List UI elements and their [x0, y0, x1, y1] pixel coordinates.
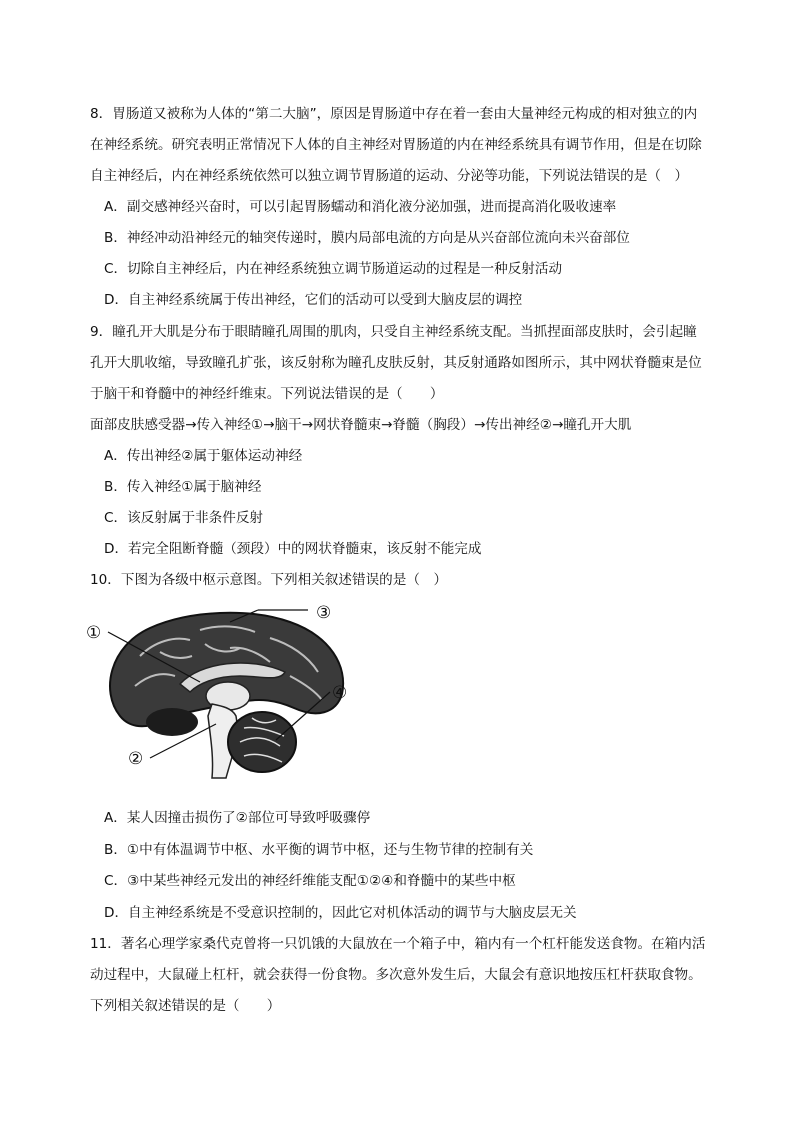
q9-stem-line-2: 孔开大肌收缩，导致瞳孔扩张，该反射称为瞳孔皮肤反射，其反射通路如图所示，其中网状脊髓束是位 [90, 355, 702, 371]
q9-stem-line-1: 9．瞳孔开大肌是分布于眼睛瞳孔周围的肌肉，只受自主神经系统支配。当抓捏面部皮肤时，会引起瞳 [90, 324, 697, 340]
q9-option-c: C．该反射属于非条件反射 [104, 510, 264, 526]
q8-option-c: C．切除自主神经后，内在神经系统独立调节肠道运动的过程是一种反射活动 [104, 261, 563, 277]
q11-stem-line-2: 动过程中，大鼠碰上杠杆，就会获得一份食物。多次意外发生后，大鼠会有意识地按压杠杆获取食物。 [90, 967, 702, 983]
brain-sagittal-diagram [80, 596, 370, 796]
q10-option-b: B．①中有体温调节中枢、水平衡的调节中枢，还与生物节律的控制有关 [104, 842, 534, 858]
q9-stem-line-3: 于脑干和脊髓中的神经纤维束。下列说法错误的是（ ） [90, 386, 444, 402]
q10-stem: 10．下图为各级中枢示意图。下列相关叙述错误的是（ ） [90, 572, 448, 588]
q8-option-a: A．副交感神经兴奋时，可以引起胃肠蠕动和消化液分泌加强，进而提高消化吸收速率 [104, 199, 617, 215]
q8-stem-line-1: 8．胃肠道又被称为人体的“第二大脑”，原因是胃肠道中存在着一套由大量神经元构成的相对独立的内 [90, 106, 698, 122]
q8-option-b: B．神经冲动沿神经元的轴突传递时，膜内局部电流的方向是从兴奋部位流向未兴奋部位 [104, 230, 630, 246]
q11-stem-line-3: 下列相关叙述错误的是（ ） [90, 998, 281, 1014]
label-3: ③ [316, 603, 332, 623]
q8-stem-line-3: 自主神经后，内在神经系统依然可以独立调节胃肠道的运动、分泌等功能，下列说法错误的是（ ） [90, 168, 689, 184]
q10-option-a: A．某人因撞击损伤了②部位可导致呼吸骤停 [104, 810, 371, 826]
q8-stem-line-2: 在神经系统。研究表明正常情况下人体的自主神经对胃肠道的内在神经系统具有调节作用，但是在切除 [90, 137, 702, 153]
q9-option-d: D．若完全阻断脊髓（颈段）中的网状脊髓束，该反射不能完成 [104, 541, 482, 557]
frontal-dark-area [146, 708, 198, 736]
q9-reflex-pathway: 面部皮肤感受器→传入神经①→脑干→网状脊髓束→脊髓（胸段）→传出神经②→瞳孔开大肌 [90, 417, 632, 433]
q9-option-b: B．传入神经①属于脑神经 [104, 479, 262, 495]
q10-option-c: C．③中某些神经元发出的神经纤维能支配①②④和脊髓中的某些中枢 [104, 873, 516, 889]
q11-stem-line-1: 11．著名心理学家桑代克曾将一只饥饿的大鼠放在一个箱子中，箱内有一个杠杆能发送食物。在箱内活 [90, 936, 706, 952]
q9-option-a: A．传出神经②属于躯体运动神经 [104, 448, 303, 464]
q10-option-d: D．自主神经系统是不受意识控制的，因此它对机体活动的调节与大脑皮层无关 [104, 905, 577, 921]
q8-option-d: D．自主神经系统属于传出神经，它们的活动可以受到大脑皮层的调控 [104, 292, 523, 308]
label-2: ② [128, 749, 144, 769]
label-4: ④ [332, 683, 348, 703]
cerebellum [228, 712, 296, 772]
label-1: ① [86, 623, 102, 643]
